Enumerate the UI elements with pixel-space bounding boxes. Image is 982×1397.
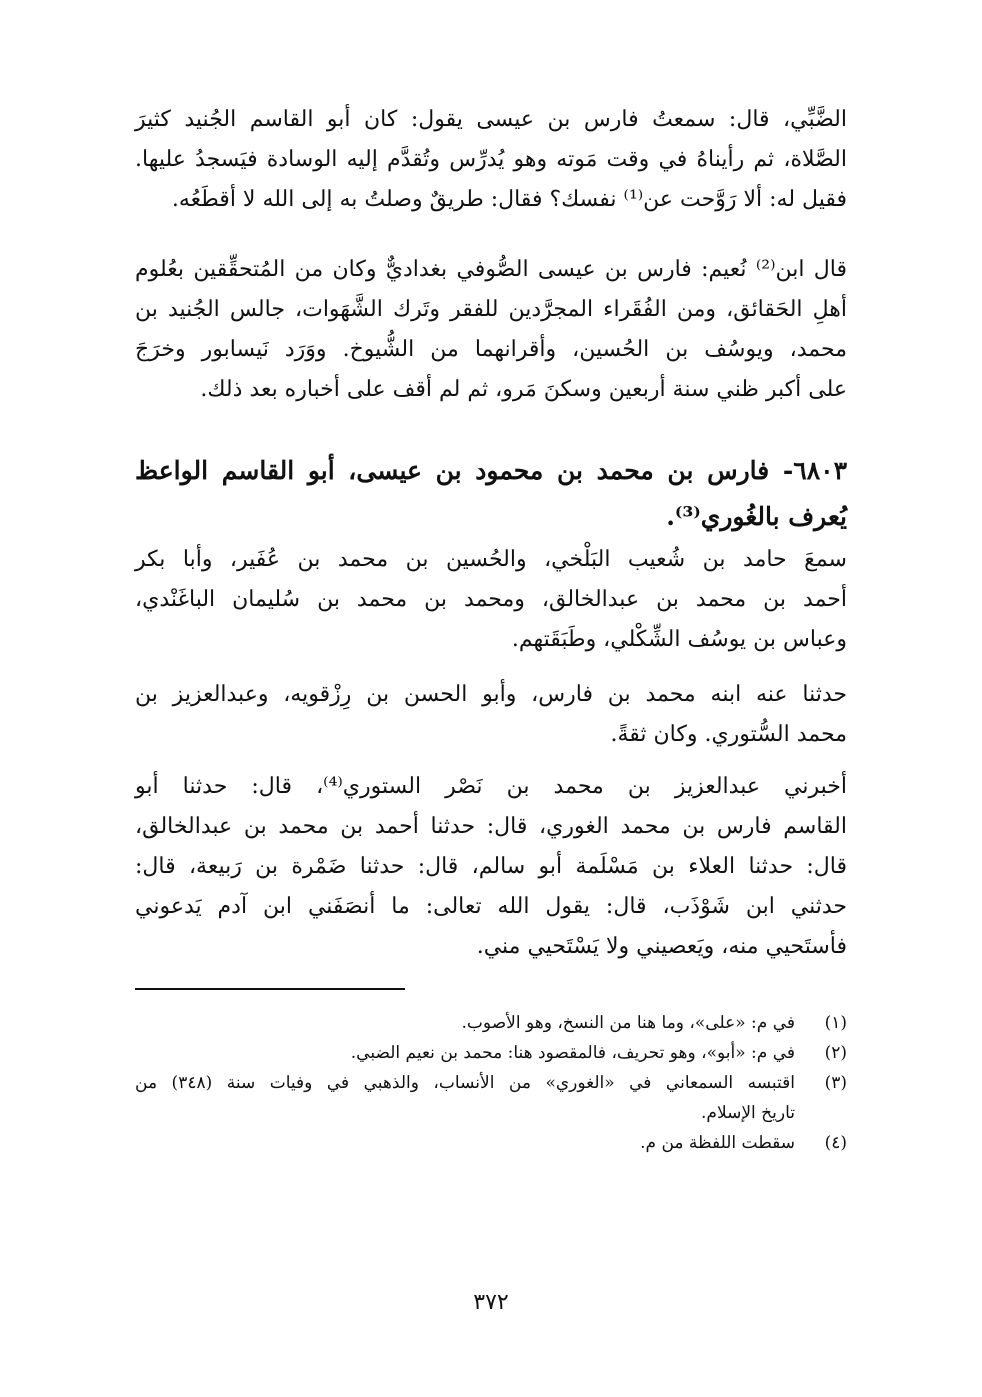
text-line: حدثني ابن شَوْذَب، قال: يقول الله تعالى: ما أنصَفَني ابن آدم يَدعوني xyxy=(135,894,847,919)
paragraph-1 xyxy=(135,100,847,220)
text-line: على أكبر ظني سنة أربعين وسكنَ مَرو، ثم لم أقف على أخباره بعد ذلك. xyxy=(200,377,847,402)
footnote-text xyxy=(135,1128,795,1158)
entry-heading-line: ٦٨٠٣- فارس بن محمد بن محمود بن عيسى، أبو القاسم الواعظ xyxy=(135,456,847,485)
text-line: أحمد بن محمد بن عبدالخالق، ومحمد بن محمد بن سُليمان الباغَنْدي، xyxy=(135,587,847,612)
footnote-line: اقتبسه السمعاني في «الغوري» من الأنساب، والذهبي في وفيات سنة (٣٤٨) من xyxy=(135,1073,795,1093)
entry-heading-line: يُعرف بالغُوري⁽³⁾. xyxy=(666,502,847,531)
footnote-number: (٤) xyxy=(824,1133,847,1153)
text-line: أهلِ الحَقائق، ومن الفُقَراء المجرَّدين للفقر وتَرك الشَّهَوات، جالس الجُنيد بن xyxy=(135,297,847,322)
text-line: أخبرني عبدالعزيز بن محمد بن نَصْر الستوري⁽⁴⁾، قال: حدثنا أبو xyxy=(135,774,848,799)
footnote-text xyxy=(135,1068,795,1128)
text-line: سمعَ حامد بن شُعيب البَلْخي، والحُسين بن محمد بن عُفَير، وأبا بكر xyxy=(135,547,847,572)
footnote-line: سقطت اللفظة من م. xyxy=(640,1133,795,1153)
footnote-text xyxy=(135,1038,795,1068)
text-line: قال: حدثنا العلاء بن مَسْلَمة أبو سالم، قال: حدثنا ضَمْرة بن رَبيعة، قال: xyxy=(135,854,847,879)
footnote-number: (٣) xyxy=(824,1073,847,1093)
page-number: ٣٧٢ xyxy=(473,1290,509,1315)
text-line: محمد السُّتوري. وكان ثقةً. xyxy=(610,722,847,747)
footnote-line: في م: «أبو»، وهو تحريف، فالمقصود هنا: محمد بن نعيم الضبي. xyxy=(350,1043,795,1063)
text-line: قال ابن⁽²⁾ نُعيم: فارس بن عيسى الصُّوفي بغداديٌّ وكان من المُتحقِّقين بعُلوم xyxy=(135,257,847,282)
footnote xyxy=(135,1128,847,1158)
footnote-number: (٢) xyxy=(824,1043,847,1063)
footnotes xyxy=(135,1008,847,1158)
footnote-line: في م: «على»، وما هنا من النسخ، وهو الأصوب. xyxy=(461,1013,795,1033)
footnote xyxy=(135,1068,847,1128)
text-line: وعباس بن يوسُف الشِّكْلي، وطَبَقَتهم. xyxy=(511,627,847,652)
text-line: حدثنا عنه ابنه محمد بن فارس، وأبو الحسن بن رِزْقويه، وعبدالعزيز بن xyxy=(135,682,847,707)
paragraph-2 xyxy=(135,250,847,410)
paragraph-4 xyxy=(135,675,847,755)
footnote xyxy=(135,1038,847,1068)
footnote-line: تاريخ الإسلام. xyxy=(701,1103,795,1123)
text-line: فأستَحيي منه، ويَعصيني ولا يَسْتَحيي مني. xyxy=(476,934,847,959)
entry-heading xyxy=(135,448,847,540)
paragraph-5 xyxy=(135,767,847,967)
footnote-text xyxy=(135,1008,795,1038)
footnote xyxy=(135,1008,847,1038)
text-line: الضَّبِّي، قال: سمعتُ فارس بن عيسى يقول: كان أبو القاسم الجُنيد كثيرَ xyxy=(135,107,848,132)
text-line: فقيل له: ألا رَوَّحت عن⁽¹⁾ نفسك؟ فقال: طريقٌ وصلتُ به إلى الله لا أقطَعُه. xyxy=(171,187,847,212)
text-line: القاسم فارس بن محمد الغوري، قال: حدثنا أحمد بن محمد بن عبدالخالق، xyxy=(135,814,847,839)
paragraph-3 xyxy=(135,540,847,660)
text-line: الصَّلاة، ثم رأيناهُ في وقت مَوته وهو يُدرِّس وتُقدَّم إليه الوسادة فيَسجدُ عليها. xyxy=(135,147,847,172)
footnote-divider xyxy=(135,988,405,990)
text-line: محمد، ويوسُف بن الحُسين، وأقرانهما من الشُّيوخ. ووَرَد نَيسابور وخرَجَ xyxy=(135,337,847,362)
footnote-number: (١) xyxy=(824,1013,847,1033)
